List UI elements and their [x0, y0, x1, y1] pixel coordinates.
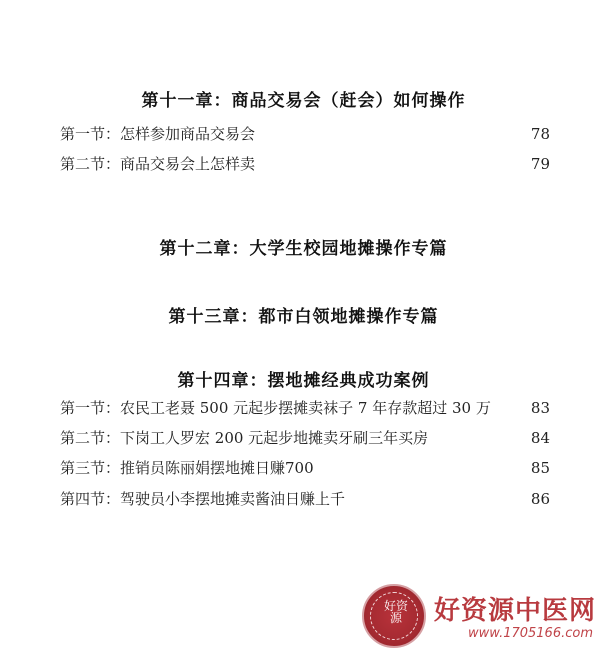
toc-entry[interactable]: [60, 427, 550, 449]
watermark-seal: [362, 584, 426, 648]
toc-entry-page: 84: [530, 429, 550, 447]
toc-entry-page: 83: [530, 399, 550, 417]
toc-entry[interactable]: [60, 397, 550, 419]
toc-entry-label: 第一节：怎样参加商品交易会: [60, 125, 256, 143]
chapter-13-title: 第十三章：都市白领地摊操作专篇: [168, 307, 439, 327]
toc-entry-label: 第四节：驾驶员小李摆地摊卖酱油日赚上千: [60, 490, 346, 508]
chapter-14-title: 第十四章：摆地摊经典成功案例: [177, 371, 430, 391]
chapter-11-title: 第十一章：商品交易会（赶会）如何操作: [141, 91, 466, 111]
watermark-brand: 好资源中医网: [434, 596, 597, 626]
seal-text: 好资源: [383, 599, 408, 625]
toc-entry[interactable]: [60, 123, 550, 145]
toc-entry[interactable]: [60, 153, 550, 175]
watermark: [362, 584, 602, 652]
toc-entry-label: 第三节：推销员陈丽娟摆地摊日赚700: [60, 459, 314, 477]
watermark-url: www.1705166.com: [468, 626, 593, 641]
toc-entry-page: 85: [530, 459, 550, 477]
toc-entry[interactable]: [60, 488, 550, 510]
toc-entry[interactable]: [60, 457, 550, 479]
toc-entry-label: 第一节：农民工老聂 500 元起步摆摊卖袜子 7 年存款超过 30 万: [60, 399, 491, 417]
toc-entry-page: 79: [530, 155, 550, 173]
chapter-12-title: 第十二章：大学生校园地摊操作专篇: [159, 239, 448, 259]
toc-entry-page: 78: [530, 125, 550, 143]
toc-entry-label: 第二节：商品交易会上怎样卖: [60, 155, 256, 173]
toc-entry-page: 86: [530, 490, 550, 508]
toc-entry-label: 第二节：下岗工人罗宏 200 元起步地摊卖牙刷三年买房: [60, 429, 429, 447]
